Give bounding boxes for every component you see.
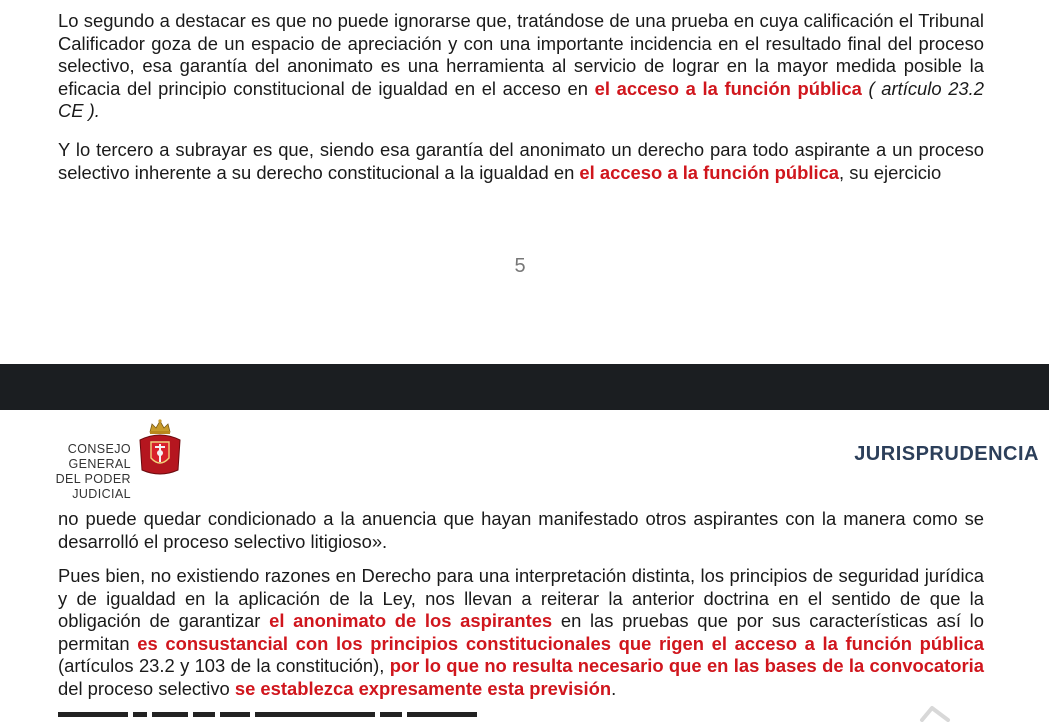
paragraph-continuation bbox=[58, 508, 984, 553]
clipped-text-line bbox=[58, 712, 518, 724]
paragraph-text: Pues bien, no existiendo razones en Derecho para una interpretación distinta, los principios de seguridad jurídica y de igualdad en la aplicación de la Ley, nos llevan a reiterar la anterior doctrina en el sentido de que la obligación de garantizar bbox=[58, 565, 984, 632]
institution-name bbox=[3, 442, 131, 502]
page-curl-icon bbox=[918, 700, 952, 722]
section-label: JURISPRUDENCIA bbox=[854, 443, 1039, 465]
page-break-bar bbox=[0, 364, 1049, 410]
highlighted-text: el anonimato de los aspirantes bbox=[269, 610, 553, 632]
paragraph-text: en las pruebas que por sus características así lo permitan bbox=[58, 610, 984, 654]
paragraph-text: no puede quedar condicionado a la anuencia que hayan manifestado otros aspirantes con la manera como se desarrolló el proceso selectivo litigioso». bbox=[58, 508, 984, 552]
institution-line-1: CONSEJO GENERAL bbox=[67, 442, 131, 471]
cgpj-crest-icon bbox=[134, 418, 186, 478]
institution-line-2: DEL PODER JUDICIAL bbox=[55, 472, 131, 501]
paragraph-text: Y lo tercero a subrayar es que, siendo esa garantía del anonimato un derecho para todo aspirante a un proceso selectivo inherente a su derecho constitucional a la igualdad en bbox=[58, 139, 984, 183]
highlighted-text: el acceso a la función pública bbox=[579, 161, 840, 183]
paragraph-segundo bbox=[58, 10, 984, 123]
paragraph-text: Lo segundo a destacar es que no puede ignorarse que, tratándose de una prueba en cuya calificación el Tribunal Calificador goza de un espacio de apreciación y con una importante incidencia en el resultado final del proceso selectivo, esa garantía del anonimato es una herramienta al servicio de lograr en la mayor medida posible la eficacia del principio constitucional de igualdad en el acceso en bbox=[58, 10, 984, 99]
highlighted-text: el acceso a la función pública bbox=[594, 77, 862, 99]
paragraph-text: (artículos 23.2 y 103 de la constitución), bbox=[58, 655, 390, 677]
citation: ( artículo 23.2 CE ). bbox=[58, 77, 984, 122]
paragraph-pues-bien bbox=[58, 565, 984, 701]
paragraph-text: . bbox=[611, 677, 617, 699]
paragraph-text: del proceso selectivo bbox=[58, 677, 235, 699]
paragraph-tercero bbox=[58, 139, 984, 184]
highlighted-text: es consustancial con los principios constitucionales que rigen el acceso a la función pública bbox=[137, 632, 984, 654]
paragraph-text: , su ejercicio bbox=[839, 161, 942, 183]
highlighted-text: se establezca expresamente esta previsión bbox=[234, 677, 612, 699]
highlighted-text: por lo que no resulta necesario que en las bases de la convocatoria bbox=[389, 655, 985, 677]
page-number: 5 bbox=[514, 255, 526, 277]
